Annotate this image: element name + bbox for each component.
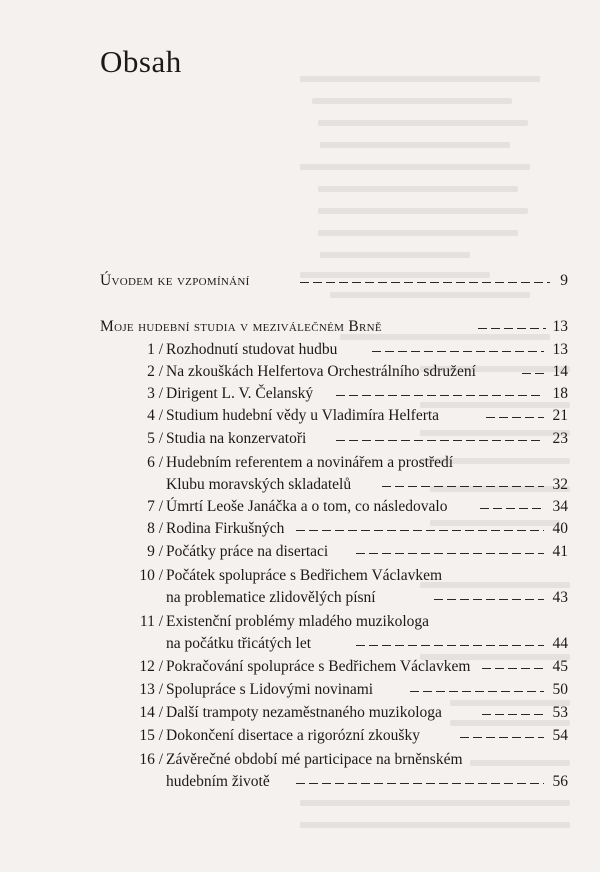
chapter-title: Pokračování spolupráce s Bedřichem Václavkem [166, 658, 471, 675]
chapter-title: Další trampoty nezaměstnaného muzikologa [166, 704, 442, 721]
toc-page-number: 53 [552, 704, 568, 721]
dot-leader [482, 656, 544, 678]
chapter-title: Existenční problémy mladého muzikologa [166, 613, 430, 630]
chapter-number: 1 / [147, 341, 163, 358]
toc-page-number: 41 [552, 543, 568, 560]
chapter-title: Studia na konzervatoři [166, 430, 307, 447]
dot-leader [296, 771, 544, 793]
chapter-title: Počátky práce na disertaci [166, 543, 329, 560]
toc-page-number: 54 [552, 727, 568, 744]
toc-page-number: 18 [552, 385, 568, 402]
chapter-number: 13 / [139, 681, 163, 698]
chapter-number: 5 / [147, 430, 163, 447]
toc-page-number: 56 [552, 773, 568, 790]
chapter-title: hudebním životě [166, 773, 270, 790]
dot-leader [336, 383, 544, 405]
toc-page-number: 45 [552, 658, 568, 675]
chapter-number: 15 / [139, 727, 163, 744]
dot-leader [522, 361, 544, 383]
dot-leader [434, 587, 544, 609]
dot-leader [382, 474, 544, 496]
toc-entry-label: Moje hudební studia v meziválečném Brně [100, 318, 382, 335]
chapter-title: Rozhodnutí studovat hudbu [166, 341, 338, 358]
dot-leader [460, 725, 544, 747]
chapter-title: Počátek spolupráce s Bedřichem Václavkem [166, 567, 443, 584]
chapter-number: 9 / [147, 543, 163, 560]
dot-leader [300, 270, 550, 292]
toc-page-number: 44 [552, 635, 568, 652]
chapter-number: 6 / [147, 454, 163, 471]
dot-leader [482, 702, 544, 724]
chapter-number: 2 / [147, 363, 163, 380]
toc-page-number: 13 [552, 318, 568, 335]
chapter-title: Na zkouškách Helfertova Orchestrálního sdružení [166, 363, 476, 380]
toc-page-number: 23 [552, 430, 568, 447]
dot-leader [480, 496, 544, 518]
toc-entry-label: Úvodem ke vzpomínání [100, 272, 250, 289]
chapter-number: 11 / [139, 613, 163, 630]
toc-page-number: 32 [552, 476, 568, 493]
chapter-number: 16 / [139, 751, 163, 768]
toc-page-number: 50 [552, 681, 568, 698]
chapter-title: na problematice zlidovělých písní [166, 589, 376, 606]
chapter-number: 10 / [139, 567, 163, 584]
page-title: Obsah [100, 44, 182, 79]
chapter-number: 12 / [139, 658, 163, 675]
chapter-title: Hudebním referentem a novinářem a prostředí [166, 454, 454, 471]
toc-page-number: 9 [560, 272, 568, 289]
chapter-number: 7 / [147, 498, 163, 515]
chapter-title: Spolupráce s Lidovými novinami [166, 681, 374, 698]
dot-leader [356, 633, 544, 655]
toc-page-number: 40 [552, 520, 568, 537]
chapter-number: 4 / [147, 407, 163, 424]
chapter-number: 8 / [147, 520, 163, 537]
dot-leader [296, 518, 544, 540]
toc-page-number: 21 [552, 407, 568, 424]
toc-page-number: 43 [552, 589, 568, 606]
chapter-title: na počátku třicátých let [166, 635, 312, 652]
chapter-title: Dokončení disertace a rigorózní zkoušky [166, 727, 420, 744]
chapter-title: Dirigent L. V. Čelanský [166, 385, 314, 402]
chapter-number: 14 / [139, 704, 163, 721]
dot-leader [478, 316, 546, 338]
dot-leader [356, 541, 544, 563]
toc-page-number: 14 [552, 363, 568, 380]
chapter-title: Závěrečné období mé participace na brněnském [166, 751, 463, 768]
toc-page-number: 34 [552, 498, 568, 515]
chapter-title: Úmrtí Leoše Janáčka a o tom, co následovalo [166, 498, 448, 515]
chapter-title: Rodina Firkušných [166, 520, 285, 537]
chapter-title: Studium hudební vědy u Vladimíra Helferta [166, 407, 440, 424]
dot-leader [372, 339, 544, 361]
dot-leader [336, 428, 544, 450]
dot-leader [410, 679, 544, 701]
chapter-title: Klubu moravských skladatelů [166, 476, 352, 493]
chapter-number: 3 / [147, 385, 163, 402]
toc-page-number: 13 [552, 341, 568, 358]
dot-leader [486, 405, 544, 427]
